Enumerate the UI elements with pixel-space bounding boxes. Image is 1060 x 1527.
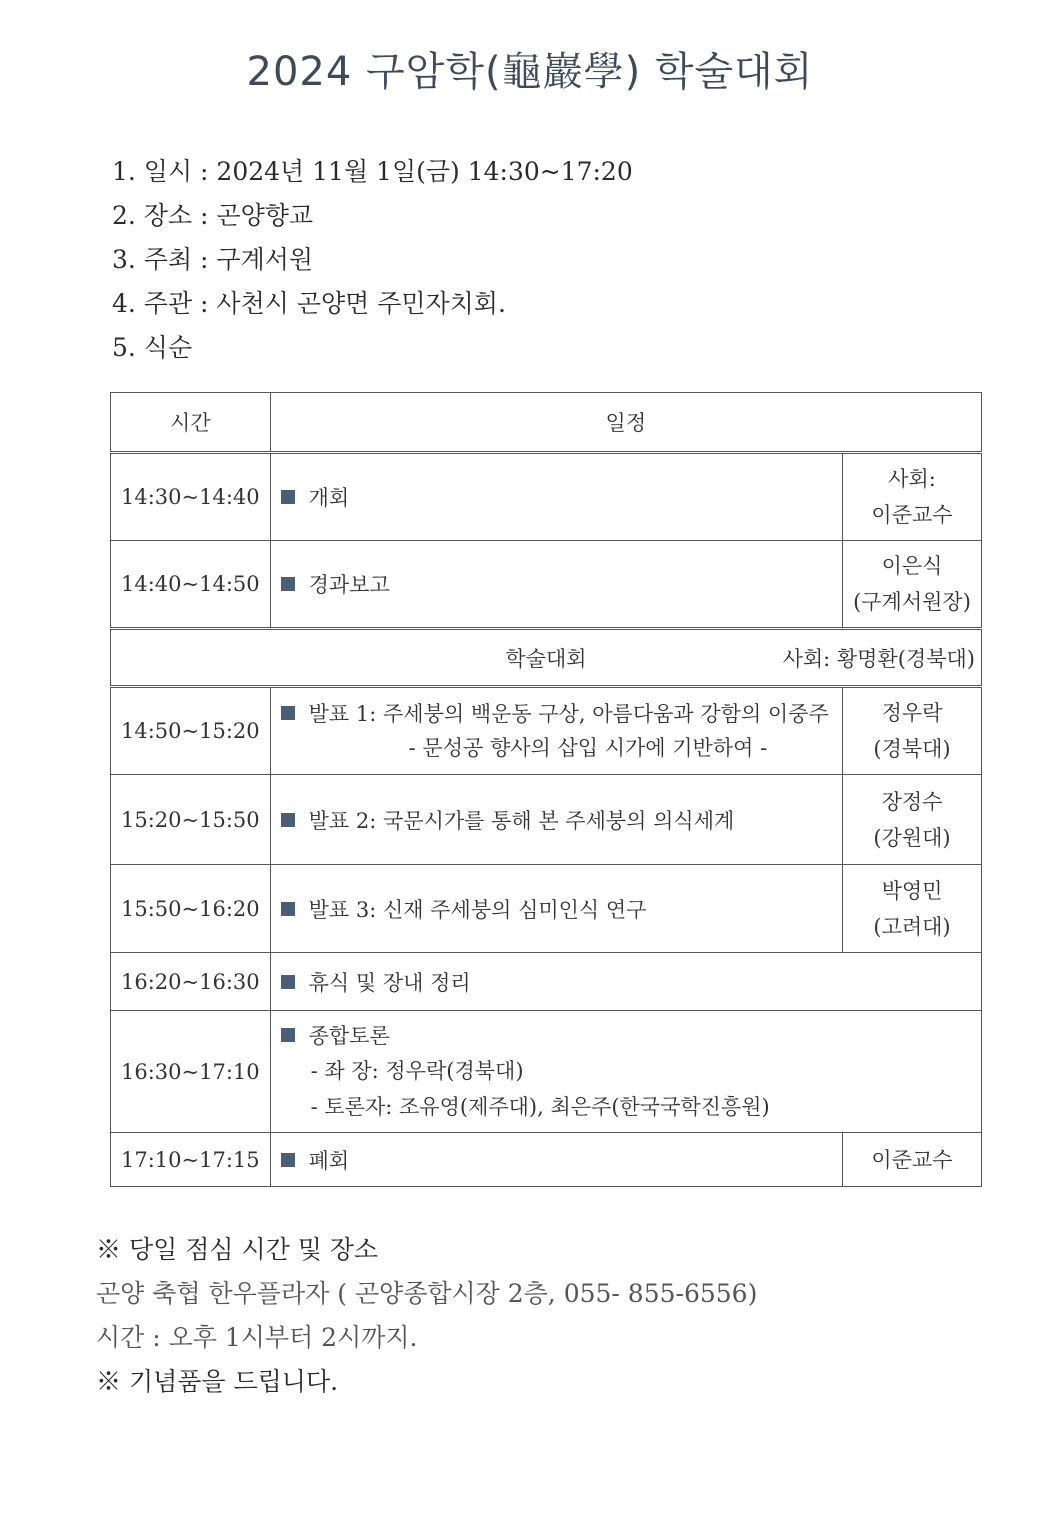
header-time: 시간: [111, 393, 271, 453]
row-time: 16:20~16:30: [111, 953, 271, 1011]
row-time: 14:30~14:40: [111, 453, 271, 541]
page-title: 2024 구암학(龜巖學) 학술대회: [246, 49, 814, 95]
academic-moderator: 사회: 황명환(경북대): [782, 646, 975, 671]
header-schedule: 일정: [270, 393, 981, 453]
square-bullet-icon: [281, 1028, 295, 1042]
row-presenter: 사회: 이준교수: [843, 453, 982, 541]
square-bullet-icon: [281, 1153, 295, 1167]
square-bullet-icon: [281, 706, 295, 720]
table-row: [111, 1133, 982, 1187]
table-row: [111, 541, 982, 629]
table-header-row: [111, 393, 982, 453]
square-bullet-icon: [281, 813, 295, 827]
info-order: 5. 식순: [112, 333, 193, 362]
info-venue: 2. 장소 : 곤양향교: [112, 201, 314, 230]
row-presenter: 이준교수: [843, 1133, 982, 1187]
row-presenter: 이은식 (구계서원장): [843, 541, 982, 629]
square-bullet-icon: [281, 975, 295, 989]
info-host: 3. 주최 : 구계서원: [112, 245, 314, 274]
row-time: 17:10~17:15: [111, 1133, 271, 1187]
square-bullet-icon: [281, 577, 295, 591]
row-time: 15:20~15:50: [111, 775, 271, 865]
row-program: 휴식 및 장내 정리: [270, 953, 981, 1011]
table-row: [111, 1011, 982, 1133]
academic-section-row: [111, 629, 982, 687]
row-time: 16:30~17:10: [111, 1011, 271, 1133]
row-time: 14:40~14:50: [111, 541, 271, 629]
footer-notes: [96, 1228, 757, 1404]
row-program: 폐회: [270, 1133, 842, 1187]
table-row: [111, 453, 982, 541]
table-row: [111, 687, 982, 775]
table-row: [111, 865, 982, 953]
row-program: 개회: [270, 453, 842, 541]
row-program: 발표 3: 신재 주세붕의 심미인식 연구: [270, 865, 842, 953]
academic-section: [111, 629, 982, 687]
row-time: 14:50~15:20: [111, 687, 271, 775]
square-bullet-icon: [281, 490, 295, 504]
row-presenter: 정우락 (경북대): [843, 687, 982, 775]
table-row: [111, 953, 982, 1011]
row-program: 종합토론 - 좌 장: 정우락(경북대) - 토론자: 조유영(제주대), 최은주(한국국학진흥원): [270, 1011, 981, 1133]
info-organizer: 4. 주관 : 사천시 곤양면 주민자치회.: [112, 289, 506, 318]
table-row: [111, 775, 982, 865]
discussion-panelists: - 토론자: 조유영(제주대), 최은주(한국국학진흥원): [310, 1094, 770, 1119]
row-program: 경과보고: [270, 541, 842, 629]
row-program: 발표 1: 주세붕의 백운동 구상, 아름다움과 강함의 이중주 - 문성공 향사의 삽입 시가에 기반하여 -: [270, 687, 842, 775]
row-subtitle: - 문성공 향사의 삽입 시가에 기반하여 -: [408, 736, 768, 760]
academic-title: 학술대회: [505, 646, 587, 671]
row-presenter: 장정수 (강원대): [843, 775, 982, 865]
lunch-time: 시간 : 오후 1시부터 2시까지.: [96, 1323, 418, 1352]
schedule-table: [110, 392, 982, 1187]
row-presenter: 박영민 (고려대): [843, 865, 982, 953]
lunch-place: 곤양 축협 한우플라자 ( 곤양종합시장 2층, 055- 855-6556): [96, 1279, 758, 1308]
lunch-heading: ※ 당일 점심 시간 및 장소: [96, 1235, 379, 1264]
info-date: 1. 일시 : 2024년 11월 1일(금) 14:30~17:20: [112, 157, 633, 186]
row-program: 발표 2: 국문시가를 통해 본 주세붕의 의식세계: [270, 775, 842, 865]
row-time: 15:50~16:20: [111, 865, 271, 953]
event-info: [112, 150, 633, 370]
discussion-chair: - 좌 장: 정우락(경북대): [310, 1058, 524, 1083]
gift-note: ※ 기념품을 드립니다.: [96, 1367, 339, 1396]
square-bullet-icon: [281, 902, 295, 916]
